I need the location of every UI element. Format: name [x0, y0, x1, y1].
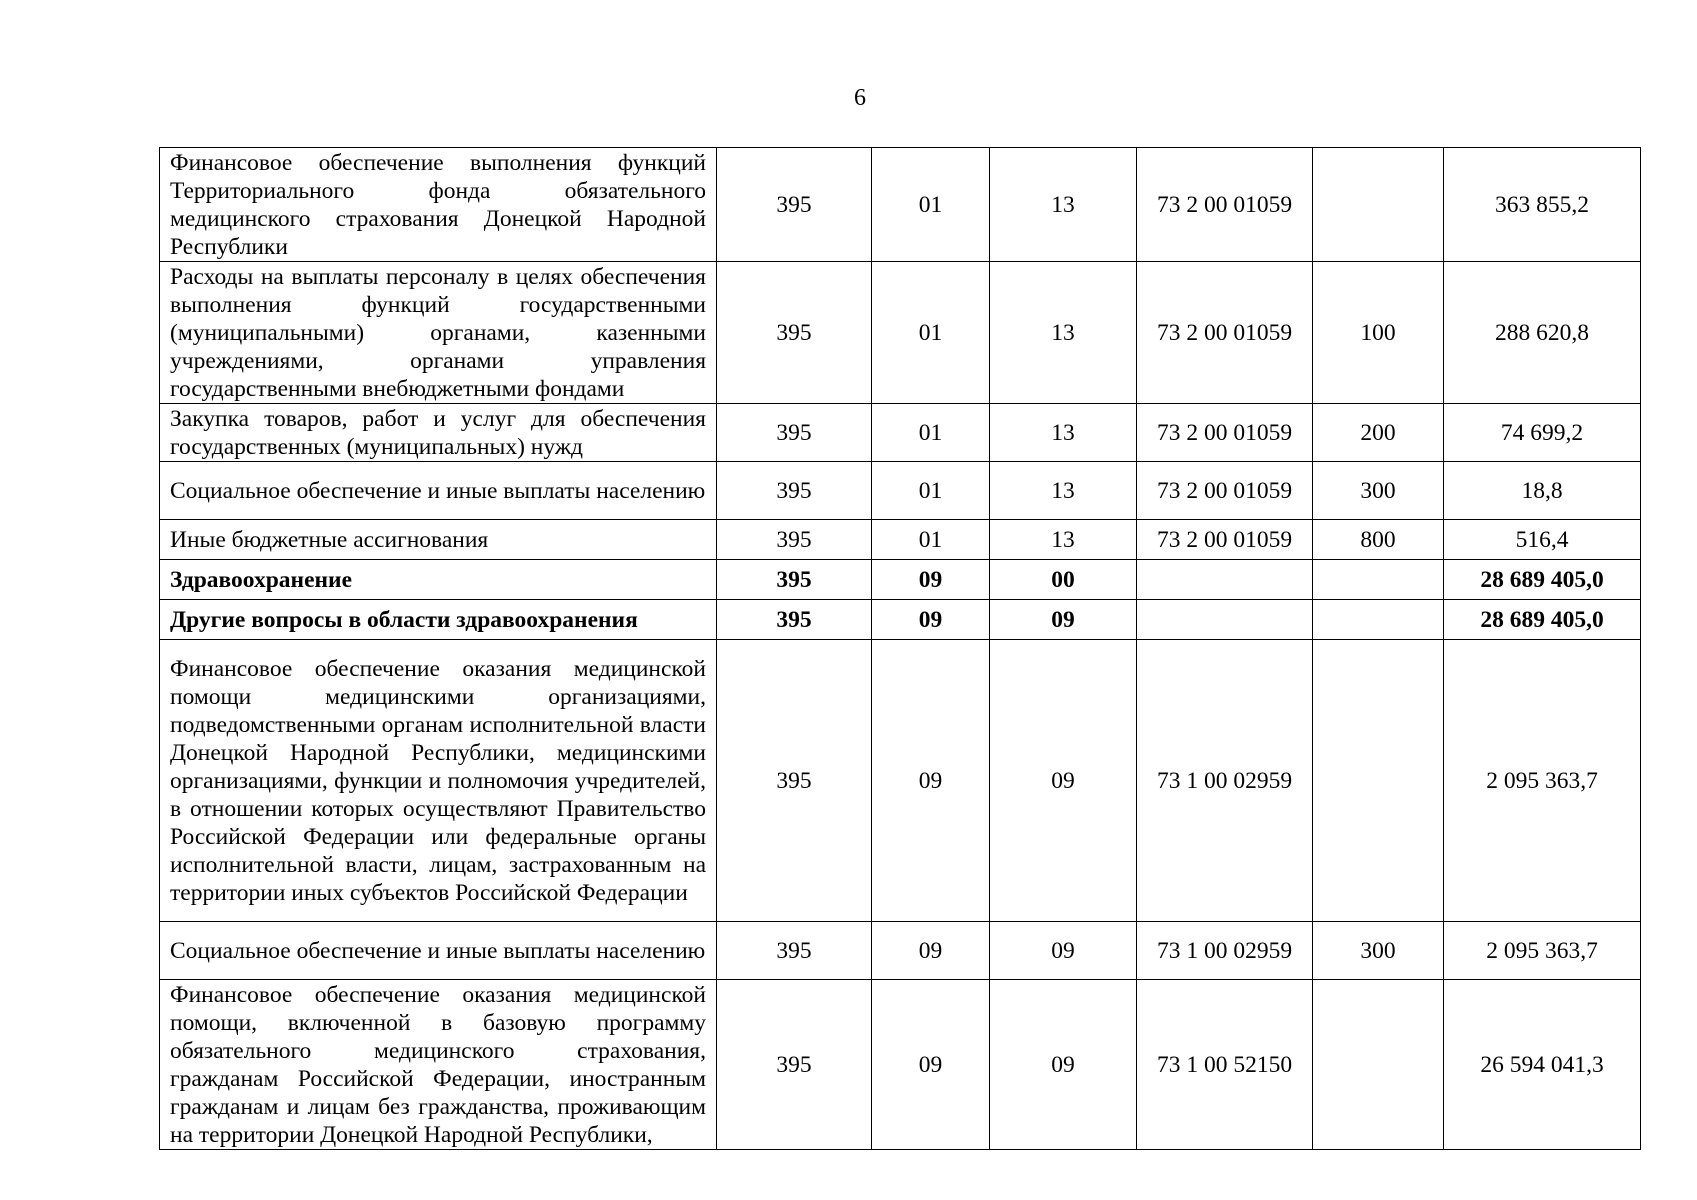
row-subsection-code: 09: [990, 600, 1137, 640]
row-expense-type-code: [1313, 600, 1444, 640]
row-name: Финансовое обеспечение оказания медицинской помощи, включенной в базовую программу обязательного медицинского страхования, гражданам Российской Федерации, иностранным гражданам и лицам без гражданства, проживающим на территории Донецкой Народной Республики,: [160, 980, 717, 1150]
row-target-article-code: [1137, 560, 1313, 600]
table-row: [160, 640, 1641, 922]
row-subsection-code: 09: [990, 922, 1137, 980]
row-amount: 288 620,8: [1444, 262, 1641, 404]
row-amount: 516,4: [1444, 520, 1641, 560]
row-subsection-code: 13: [990, 520, 1137, 560]
budget-table-body: [160, 148, 1641, 1150]
row-amount: 2 095 363,7: [1444, 640, 1641, 922]
row-section-code: 09: [872, 640, 990, 922]
row-expense-type-code: [1313, 980, 1444, 1150]
row-expense-type-code: [1313, 640, 1444, 922]
row-subsection-code: 09: [990, 980, 1137, 1150]
row-amount: 28 689 405,0: [1444, 600, 1641, 640]
table-row: [160, 404, 1641, 462]
row-subsection-code: 00: [990, 560, 1137, 600]
row-ministry-code: 395: [717, 560, 872, 600]
table-row: [160, 980, 1641, 1150]
row-amount: 26 594 041,3: [1444, 980, 1641, 1150]
row-name: Закупка товаров, работ и услуг для обеспечения государственных (муниципальных) нужд: [160, 404, 717, 462]
row-ministry-code: 395: [717, 462, 872, 520]
row-amount: 363 855,2: [1444, 148, 1641, 262]
row-ministry-code: 395: [717, 520, 872, 560]
table-row: [160, 262, 1641, 404]
row-subsection-code: 13: [990, 462, 1137, 520]
row-expense-type-code: [1313, 560, 1444, 600]
row-ministry-code: 395: [717, 640, 872, 922]
table-row: [160, 148, 1641, 262]
row-section-code: 01: [872, 148, 990, 262]
row-ministry-code: 395: [717, 600, 872, 640]
row-ministry-code: 395: [717, 262, 872, 404]
table-row: [160, 922, 1641, 980]
row-expense-type-code: 300: [1313, 922, 1444, 980]
row-section-code: 01: [872, 462, 990, 520]
row-expense-type-code: 300: [1313, 462, 1444, 520]
row-subsection-code: 09: [990, 640, 1137, 922]
row-subsection-code: 13: [990, 404, 1137, 462]
row-expense-type-code: 200: [1313, 404, 1444, 462]
row-amount: 28 689 405,0: [1444, 560, 1641, 600]
row-amount: 18,8: [1444, 462, 1641, 520]
table-row: [160, 600, 1641, 640]
row-name: Финансовое обеспечение оказания медицинской помощи медицинскими организациями, подведомственными органам исполнительной власти Донецкой Народной Республики, медицинскими организациями, функции и полномочия учредителей, в отношении которых осуществляют Правительство Российской Федерации или федеральные органы исполнительной власти, лицам, застрахованным на территории иных субъектов Российской Федерации: [160, 640, 717, 922]
table-row: [160, 520, 1641, 560]
row-name: Социальное обеспечение и иные выплаты населению: [160, 922, 717, 980]
row-section-code: 01: [872, 520, 990, 560]
table-row: [160, 462, 1641, 520]
row-subsection-code: 13: [990, 262, 1137, 404]
row-target-article-code: 73 2 00 01059: [1137, 148, 1313, 262]
row-amount: 74 699,2: [1444, 404, 1641, 462]
row-section-code: 09: [872, 600, 990, 640]
row-ministry-code: 395: [717, 404, 872, 462]
page-number: 6: [854, 85, 866, 111]
row-ministry-code: 395: [717, 922, 872, 980]
table-row: [160, 560, 1641, 600]
row-target-article-code: 73 2 00 01059: [1137, 520, 1313, 560]
row-expense-type-code: 100: [1313, 262, 1444, 404]
row-section-code: 01: [872, 404, 990, 462]
row-ministry-code: 395: [717, 980, 872, 1150]
row-target-article-code: 73 2 00 01059: [1137, 462, 1313, 520]
row-expense-type-code: 800: [1313, 520, 1444, 560]
row-section-code: 01: [872, 262, 990, 404]
row-target-article-code: 73 2 00 01059: [1137, 404, 1313, 462]
row-name: Расходы на выплаты персоналу в целях обеспечения выполнения функций государственными (муниципальными) органами, казенными учреждениями, органами управления государственными внебюджетными фондами: [160, 262, 717, 404]
budget-table: [159, 147, 1641, 1150]
row-section-code: 09: [872, 922, 990, 980]
row-target-article-code: 73 2 00 01059: [1137, 262, 1313, 404]
row-target-article-code: 73 1 00 02959: [1137, 640, 1313, 922]
row-target-article-code: 73 1 00 02959: [1137, 922, 1313, 980]
row-name: Здравоохранение: [160, 560, 717, 600]
row-target-article-code: 73 1 00 52150: [1137, 980, 1313, 1150]
row-subsection-code: 13: [990, 148, 1137, 262]
row-name: Другие вопросы в области здравоохранения: [160, 600, 717, 640]
row-name: Иные бюджетные ассигнования: [160, 520, 717, 560]
row-ministry-code: 395: [717, 148, 872, 262]
row-expense-type-code: [1313, 148, 1444, 262]
row-amount: 2 095 363,7: [1444, 922, 1641, 980]
row-name: Социальное обеспечение и иные выплаты населению: [160, 462, 717, 520]
row-section-code: 09: [872, 560, 990, 600]
row-target-article-code: [1137, 600, 1313, 640]
row-section-code: 09: [872, 980, 990, 1150]
row-name: Финансовое обеспечение выполнения функций Территориального фонда обязательного медицинского страхования Донецкой Народной Республики: [160, 148, 717, 262]
